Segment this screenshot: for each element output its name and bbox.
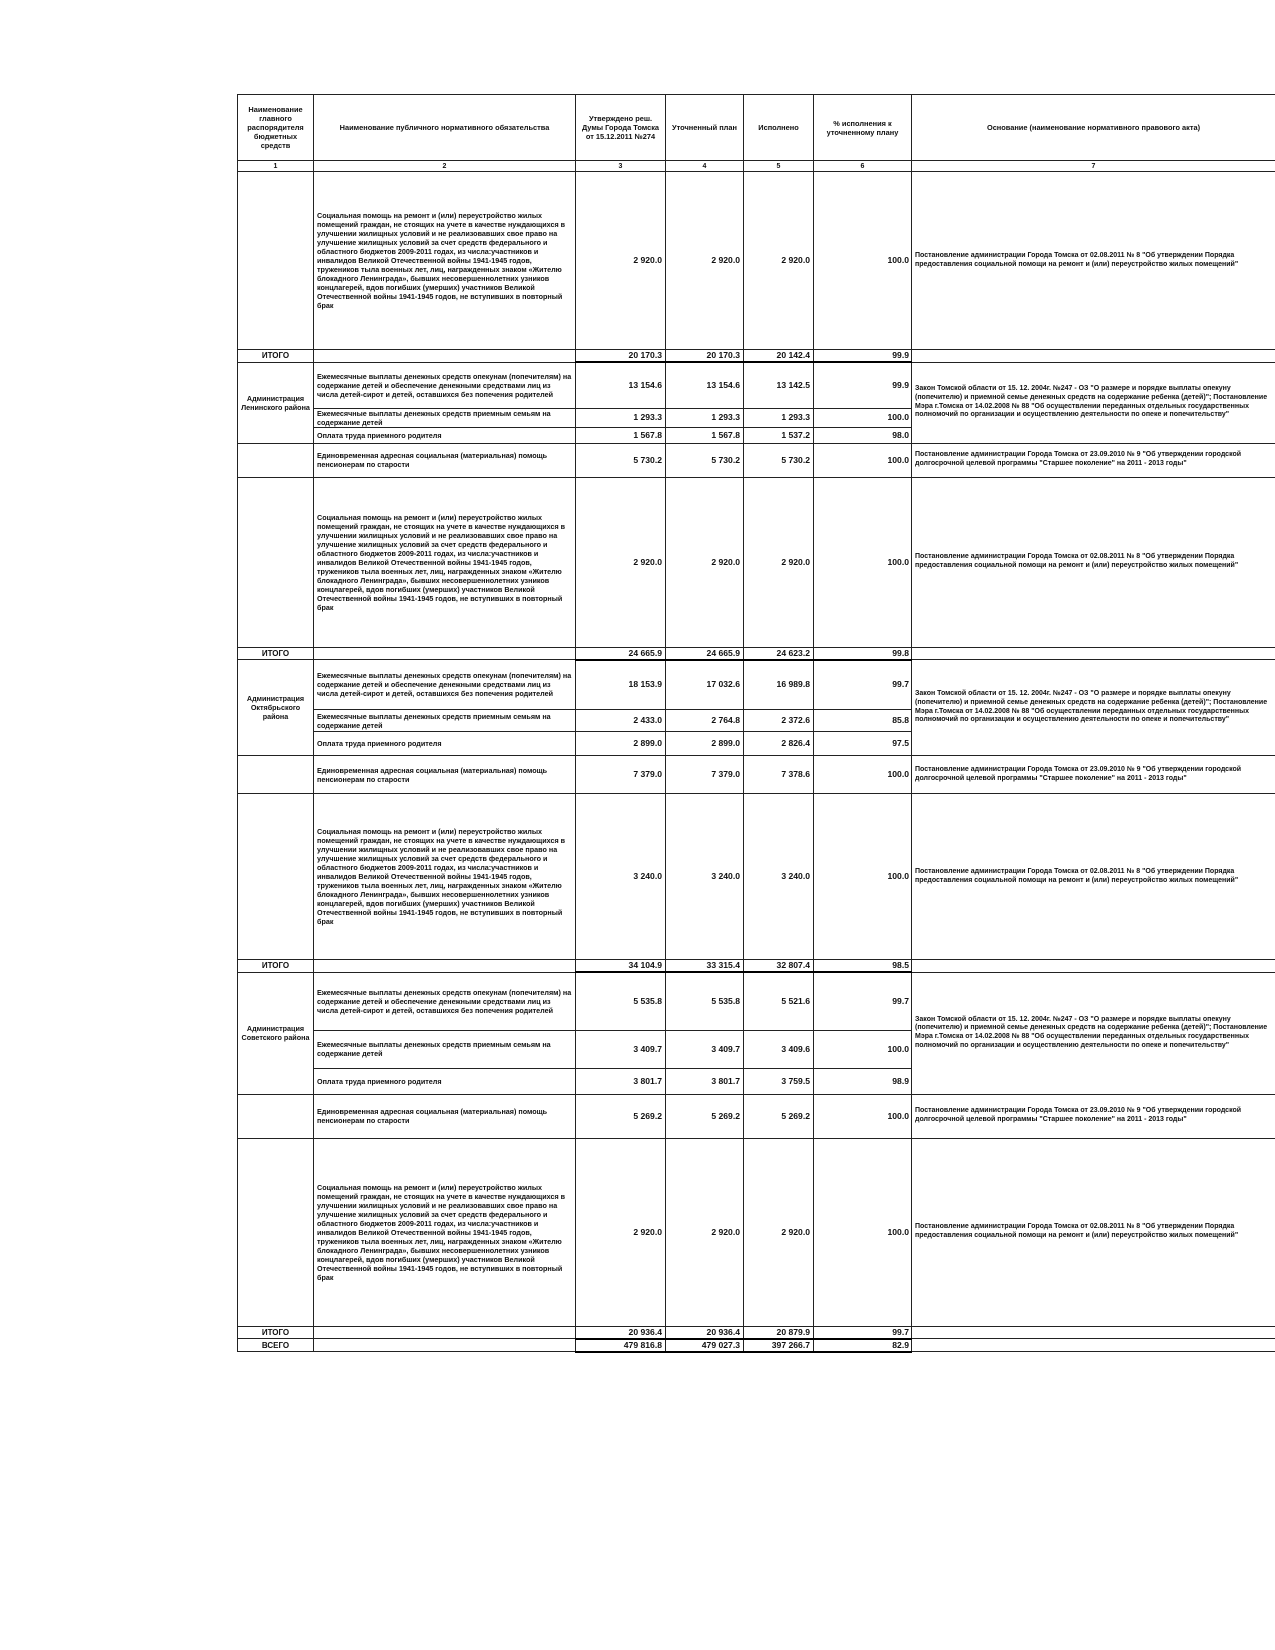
column-number: 2 <box>314 161 576 172</box>
budget-execution-table <box>237 94 1275 1353</box>
value-approved: 3 801.7 <box>576 1068 666 1094</box>
basis-repair: Постановление администрации Города Томска от 02.08.2011 № 8 "Об утверждении Порядка предоставления социальной помощи на ремонт и (или) переустройство жилых помещений" <box>912 172 1275 350</box>
value-executed: 2 920.0 <box>744 477 814 647</box>
total-approved: 34 104.9 <box>576 960 666 973</box>
obligation-foster: Ежемесячные выплаты денежных средств приемным семьям на содержание детей <box>314 1030 576 1068</box>
value-approved: 2 433.0 <box>576 710 666 732</box>
value-percent: 99.7 <box>814 972 912 1030</box>
obligation-guardian: Ежемесячные выплаты денежных средств опекунам (попечителям) на содержание детей и обеспечение денежными средствами лиц из числа детей-сирот и детей, оставшихся без попечения родителей <box>314 972 576 1030</box>
value-approved: 2 899.0 <box>576 732 666 756</box>
value-plan: 13 154.6 <box>666 362 744 408</box>
basis-pension: Постановление администрации Города Томска от 23.09.2010 № 9 "Об утверждении городской долгосрочной целевой программы "Старшее поколение" на 2011 - 2013 годы" <box>912 443 1275 477</box>
column-number: 4 <box>666 161 744 172</box>
distributor-cell-empty <box>238 443 314 477</box>
value-percent: 100.0 <box>814 1138 912 1326</box>
budget-execution-table-sheet <box>237 94 1275 1464</box>
basis-pension: Постановление администрации Города Томска от 23.09.2010 № 9 "Об утверждении городской долгосрочной целевой программы "Старшее поколение" на 2011 - 2013 годы" <box>912 1094 1275 1138</box>
obligation-pension: Единовременная адресная социальная (материальная) помощь пенсионерам по старости <box>314 756 576 794</box>
total-row <box>238 960 1275 973</box>
empty-cell <box>314 1326 576 1339</box>
obligation-guardian: Ежемесячные выплаты денежных средств опекунам (попечителям) на содержание детей и обеспечение денежными средствами лиц из числа детей-сирот и детей, оставшихся без попечения родителей <box>314 362 576 408</box>
value-plan: 2 920.0 <box>666 172 744 350</box>
total-row <box>238 350 1275 363</box>
value-plan: 3 409.7 <box>666 1030 744 1068</box>
total-label: ИТОГО <box>238 960 314 973</box>
total-row <box>238 1326 1275 1339</box>
basis-law: Закон Томской области от 15. 12. 2004г. №247 - ОЗ "О размере и порядке выплаты опекуну (попечителю) и приемной семье денежных средств на содержание ребенка (детей)"; Постановление Мэра г.Томска от 14.02.2008 № 88 "Об осуществлении переданных отдельных государственных полномочий по организации и осуществлению деятельности по опеке и попечительству" <box>912 972 1275 1094</box>
total-label: ИТОГО <box>238 647 314 660</box>
total-approved: 24 665.9 <box>576 647 666 660</box>
value-approved: 18 153.9 <box>576 660 666 710</box>
value-percent: 97.5 <box>814 732 912 756</box>
value-approved: 3 409.7 <box>576 1030 666 1068</box>
header-executed: Исполнено <box>744 95 814 161</box>
empty-cell <box>912 1326 1275 1339</box>
value-executed: 13 142.5 <box>744 362 814 408</box>
header-percent: % исполнения к уточненному плану <box>814 95 912 161</box>
value-executed: 7 378.6 <box>744 756 814 794</box>
total-percent: 99.7 <box>814 1326 912 1339</box>
column-number: 6 <box>814 161 912 172</box>
value-executed: 2 920.0 <box>744 172 814 350</box>
total-plan: 33 315.4 <box>666 960 744 973</box>
value-percent: 100.0 <box>814 172 912 350</box>
total-executed: 20 142.4 <box>744 350 814 363</box>
header-basis: Основание (наименование нормативного правового акта) <box>912 95 1275 161</box>
grand-total-executed: 397 266.7 <box>744 1339 814 1352</box>
value-approved: 5 269.2 <box>576 1094 666 1138</box>
table-row <box>238 443 1275 477</box>
obligation-repair: Социальная помощь на ремонт и (или) переустройство жилых помещений граждан, не стоящих на учете в качестве нуждающихся в улучшении жилищных условий и не реализовавших свое право на улучшение жилищных условий за счет средств федерального и областного бюджетов 2009-2011 годах, из числа:участников и инвалидов Великой Отечественной войны 1941-1945 годов, тружеников тыла военных лет, лиц, награжденных знаком «Жителю блокадного Ленинграда», бывших несовершеннолетних узников концлагерей, вдов погибших (умерших) участников Великой Отечественной войны 1941-1945 годов, не вступивших в повторный брак <box>314 1138 576 1326</box>
obligation-repair: Социальная помощь на ремонт и (или) переустройство жилых помещений граждан, не стоящих на учете в качестве нуждающихся в улучшении жилищных условий и не реализовавших свое право на улучшение жилищных условий за счет средств федерального и областного бюджетов 2009-2011 годах, из числа:участников и инвалидов Великой Отечественной войны 1941-1945 годов, тружеников тыла военных лет, лиц, награжденных знаком «Жителю блокадного Ленинграда», бывших несовершеннолетних узников концлагерей, вдов погибших (умерших) участников Великой Отечественной войны 1941-1945 годов, не вступивших в повторный брак <box>314 172 576 350</box>
value-percent: 100.0 <box>814 756 912 794</box>
value-percent: 100.0 <box>814 408 912 427</box>
value-percent: 99.7 <box>814 660 912 710</box>
value-executed: 3 759.5 <box>744 1068 814 1094</box>
value-approved: 2 920.0 <box>576 1138 666 1326</box>
value-approved: 7 379.0 <box>576 756 666 794</box>
value-approved: 2 920.0 <box>576 477 666 647</box>
table-row <box>238 794 1275 960</box>
value-executed: 3 240.0 <box>744 794 814 960</box>
distributor-sovetsky: Администрация Советского района <box>238 972 314 1094</box>
value-approved: 1 567.8 <box>576 427 666 443</box>
header-distributor: Наименование главного распорядителя бюджетных средств <box>238 95 314 161</box>
table-row <box>238 477 1275 647</box>
obligation-foster: Ежемесячные выплаты денежных средств приемным семьям на содержание детей <box>314 710 576 732</box>
column-number: 1 <box>238 161 314 172</box>
value-approved: 2 920.0 <box>576 172 666 350</box>
basis-law: Закон Томской области от 15. 12. 2004г. №247 - ОЗ "О размере и порядке выплаты опекуну (попечителю) и приемной семье денежных средств на содержание ребенка (детей)"; Постановление Мэра г.Томска от 14.02.2008 № 88 "Об осуществлении переданных отдельных государственных полномочий по организации и осуществлению деятельности по опеке и попечительству" <box>912 660 1275 756</box>
total-plan: 24 665.9 <box>666 647 744 660</box>
empty-cell <box>912 1339 1275 1352</box>
obligation-guardian: Ежемесячные выплаты денежных средств опекунам (попечителям) на содержание детей и обеспечение денежными средствами лиц из числа детей-сирот и детей, оставшихся без попечения родителей <box>314 660 576 710</box>
value-percent: 85.8 <box>814 710 912 732</box>
distributor-oktyabrsky: Администрация Октябрьского района <box>238 660 314 756</box>
grand-total-plan: 479 027.3 <box>666 1339 744 1352</box>
basis-repair: Постановление администрации Города Томска от 02.08.2011 № 8 "Об утверждении Порядка предоставления социальной помощи на ремонт и (или) переустройство жилых помещений" <box>912 1138 1275 1326</box>
distributor-cell-empty <box>238 1094 314 1138</box>
value-plan: 2 764.8 <box>666 710 744 732</box>
total-percent: 98.5 <box>814 960 912 973</box>
value-plan: 3 240.0 <box>666 794 744 960</box>
table-row <box>238 1094 1275 1138</box>
value-plan: 2 899.0 <box>666 732 744 756</box>
value-plan: 3 801.7 <box>666 1068 744 1094</box>
column-number: 3 <box>576 161 666 172</box>
column-number: 5 <box>744 161 814 172</box>
total-executed: 32 807.4 <box>744 960 814 973</box>
value-executed: 5 269.2 <box>744 1094 814 1138</box>
value-percent: 98.0 <box>814 427 912 443</box>
distributor-cell-empty <box>238 1138 314 1326</box>
distributor-cell-empty <box>238 477 314 647</box>
grand-total-label: ВСЕГО <box>238 1339 314 1352</box>
table-row <box>238 660 1275 710</box>
header-plan: Уточненный план <box>666 95 744 161</box>
table-row <box>238 756 1275 794</box>
value-plan: 2 920.0 <box>666 477 744 647</box>
total-label: ИТОГО <box>238 1326 314 1339</box>
basis-repair: Постановление администрации Города Томска от 02.08.2011 № 8 "Об утверждении Порядка предоставления социальной помощи на ремонт и (или) переустройство жилых помещений" <box>912 477 1275 647</box>
grand-total-approved: 479 816.8 <box>576 1339 666 1352</box>
basis-law: Закон Томской области от 15. 12. 2004г. №247 - ОЗ "О размере и порядке выплаты опекуну (попечителю) и приемной семье денежных средств на содержание ребенка (детей)"; Постановление Мэра г.Томска от 14.02.2008 № 88 "Об осуществлении переданных отдельных государственных полномочий по организации и осуществлению деятельности по опеке и попечительству" <box>912 362 1275 443</box>
value-approved: 13 154.6 <box>576 362 666 408</box>
obligation-repair: Социальная помощь на ремонт и (или) переустройство жилых помещений граждан, не стоящих на учете в качестве нуждающихся в улучшении жилищных условий и не реализовавших свое право на улучшение жилищных условий за счет средств федерального и областного бюджетов 2009-2011 годах, из числа:участников и инвалидов Великой Отечественной войны 1941-1945 годов, тружеников тыла военных лет, лиц, награжденных знаком «Жителю блокадного Ленинграда», бывших несовершеннолетних узников концлагерей, вдов погибших (умерших) участников Великой Отечественной войны 1941-1945 годов, не вступивших в повторный брак <box>314 477 576 647</box>
value-plan: 7 379.0 <box>666 756 744 794</box>
table-row <box>238 1138 1275 1326</box>
obligation-pension: Единовременная адресная социальная (материальная) помощь пенсионерам по старости <box>314 1094 576 1138</box>
value-plan: 5 535.8 <box>666 972 744 1030</box>
obligation-fosterpay: Оплата труда приемного родителя <box>314 732 576 756</box>
value-approved: 5 730.2 <box>576 443 666 477</box>
value-executed: 16 989.8 <box>744 660 814 710</box>
header-obligation: Наименование публичного нормативного обязательства <box>314 95 576 161</box>
total-plan: 20 170.3 <box>666 350 744 363</box>
value-executed: 1 293.3 <box>744 408 814 427</box>
basis-repair: Постановление администрации Города Томска от 02.08.2011 № 8 "Об утверждении Порядка предоставления социальной помощи на ремонт и (или) переустройство жилых помещений" <box>912 794 1275 960</box>
column-number: 7 <box>912 161 1275 172</box>
empty-cell <box>314 350 576 363</box>
total-label: ИТОГО <box>238 350 314 363</box>
header-approved: Утверждено реш. Думы Города Томска от 15.12.2011 №274 <box>576 95 666 161</box>
value-percent: 100.0 <box>814 794 912 960</box>
empty-cell <box>912 960 1275 973</box>
obligation-pension: Единовременная адресная социальная (материальная) помощь пенсионерам по старости <box>314 443 576 477</box>
table-row <box>238 972 1275 1030</box>
grand-total-row <box>238 1339 1275 1352</box>
value-executed: 3 409.6 <box>744 1030 814 1068</box>
obligation-foster: Ежемесячные выплаты денежных средств приемным семьям на содержание детей <box>314 408 576 427</box>
value-percent: 98.9 <box>814 1068 912 1094</box>
obligation-fosterpay: Оплата труда приемного родителя <box>314 427 576 443</box>
column-number-row <box>238 161 1275 172</box>
table-row <box>238 362 1275 408</box>
distributor-cell-empty <box>238 172 314 350</box>
value-percent: 99.9 <box>814 362 912 408</box>
total-executed: 20 879.9 <box>744 1326 814 1339</box>
header-row <box>238 95 1275 161</box>
value-plan: 2 920.0 <box>666 1138 744 1326</box>
empty-cell <box>912 647 1275 660</box>
value-executed: 5 521.6 <box>744 972 814 1030</box>
table-row <box>238 172 1275 350</box>
total-plan: 20 936.4 <box>666 1326 744 1339</box>
empty-cell <box>912 350 1275 363</box>
empty-cell <box>314 647 576 660</box>
distributor-leninsky: Администрация Ленинского района <box>238 362 314 443</box>
value-approved: 3 240.0 <box>576 794 666 960</box>
value-percent: 100.0 <box>814 1030 912 1068</box>
distributor-cell-empty <box>238 756 314 794</box>
value-percent: 100.0 <box>814 477 912 647</box>
grand-total-percent: 82.9 <box>814 1339 912 1352</box>
value-executed: 5 730.2 <box>744 443 814 477</box>
value-executed: 2 826.4 <box>744 732 814 756</box>
total-approved: 20 170.3 <box>576 350 666 363</box>
value-executed: 2 372.6 <box>744 710 814 732</box>
total-executed: 24 623.2 <box>744 647 814 660</box>
value-plan: 1 293.3 <box>666 408 744 427</box>
value-plan: 17 032.6 <box>666 660 744 710</box>
obligation-repair: Социальная помощь на ремонт и (или) переустройство жилых помещений граждан, не стоящих на учете в качестве нуждающихся в улучшении жилищных условий и не реализовавших свое право на улучшение жилищных условий за счет средств федерального и областного бюджетов 2009-2011 годах, из числа:участников и инвалидов Великой Отечественной войны 1941-1945 годов, тружеников тыла военных лет, лиц, награжденных знаком «Жителю блокадного Ленинграда», бывших несовершеннолетних узников концлагерей, вдов погибших (умерших) участников Великой Отечественной войны 1941-1945 годов, не вступивших в повторный брак <box>314 794 576 960</box>
obligation-fosterpay: Оплата труда приемного родителя <box>314 1068 576 1094</box>
value-executed: 2 920.0 <box>744 1138 814 1326</box>
empty-cell <box>314 1339 576 1352</box>
value-approved: 5 535.8 <box>576 972 666 1030</box>
value-approved: 1 293.3 <box>576 408 666 427</box>
distributor-cell-empty <box>238 794 314 960</box>
value-plan: 5 269.2 <box>666 1094 744 1138</box>
value-plan: 1 567.8 <box>666 427 744 443</box>
value-percent: 100.0 <box>814 443 912 477</box>
basis-pension: Постановление администрации Города Томска от 23.09.2010 № 9 "Об утверждении городской долгосрочной целевой программы "Старшее поколение" на 2011 - 2013 годы" <box>912 756 1275 794</box>
total-approved: 20 936.4 <box>576 1326 666 1339</box>
empty-cell <box>314 960 576 973</box>
total-percent: 99.8 <box>814 647 912 660</box>
total-row <box>238 647 1275 660</box>
value-executed: 1 537.2 <box>744 427 814 443</box>
value-percent: 100.0 <box>814 1094 912 1138</box>
total-percent: 99.9 <box>814 350 912 363</box>
value-plan: 5 730.2 <box>666 443 744 477</box>
